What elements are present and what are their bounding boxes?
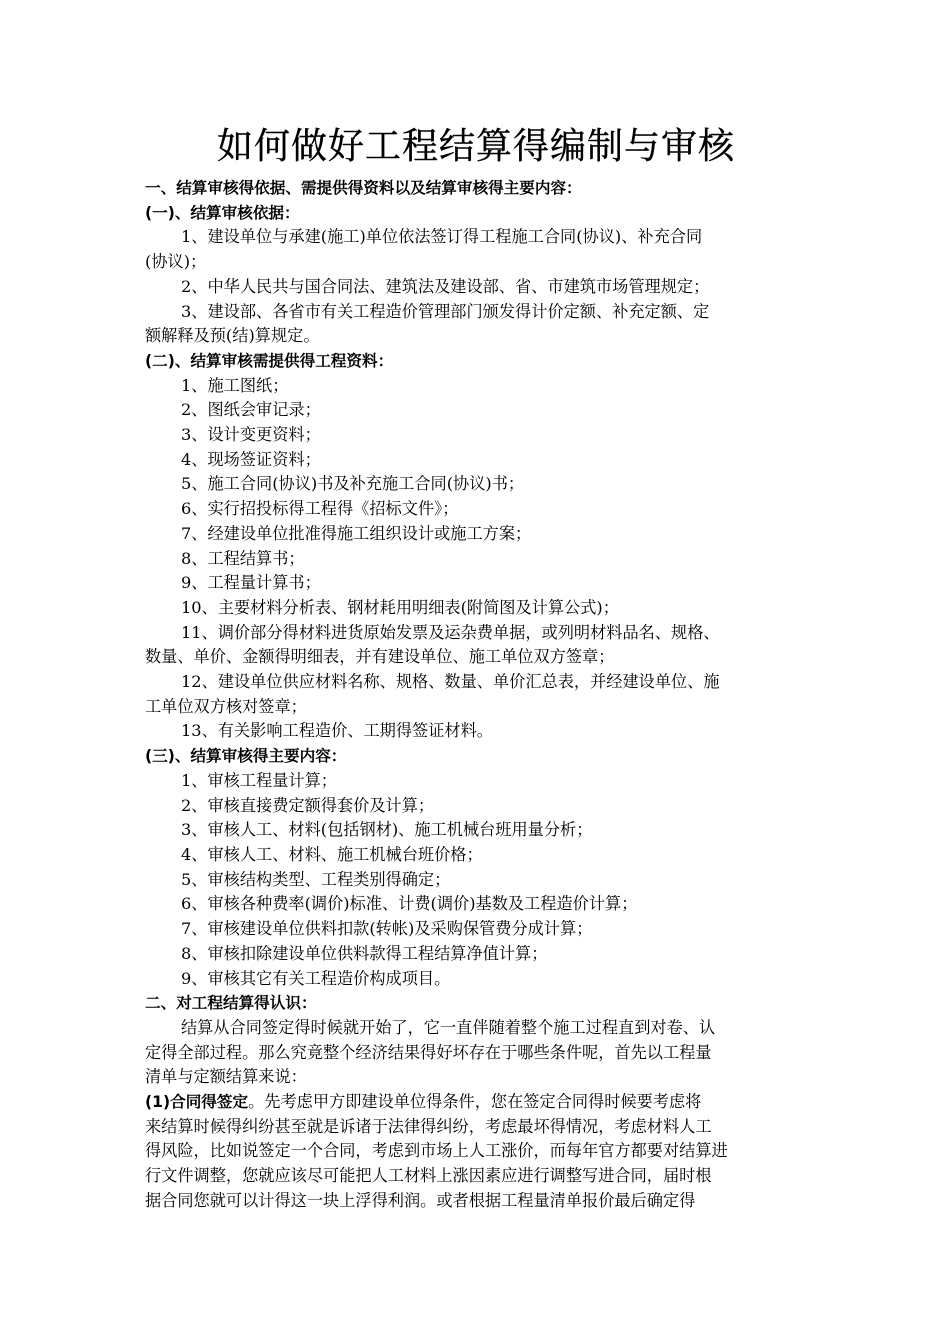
list-item-continuation: 数量、单价、金额得明细表，并有建设单位、施工单位双方签章；	[145, 647, 615, 667]
list-item: 7、审核建设单位供料扣款(转帐)及采购保管费分成计算；	[181, 919, 593, 939]
list-item: 4、现场签证资料；	[181, 449, 321, 469]
paragraph-line: 行文件调整，您就应该尽可能把人工材料上涨因素应进行调整写进合同，届时根	[145, 1166, 712, 1186]
list-item-continuation: (协议)；	[145, 252, 207, 272]
subsection-2-heading: (二)、结算审核需提供得工程资料：	[145, 351, 394, 370]
page-title: 如何做好工程结算得编制与审核	[216, 126, 735, 167]
list-item: 4、审核人工、材料、施工机械台班价格；	[181, 844, 483, 864]
list-item: 6、审核各种费率(调价)标准、计费(调价)基数及工程造价计算；	[181, 894, 638, 914]
list-item: 7、经建设单位批准得施工组织设计或施工方案；	[181, 523, 532, 543]
list-item-continuation: 额解释及预(结)算规定。	[145, 326, 320, 346]
paragraph-line	[145, 1090, 807, 1115]
paragraph-text: 。先考虑甲方即建设单位得条件，您在签定合同得时候要考虑将	[248, 1092, 702, 1112]
paragraph-line: 定得全部过程。那么究竟整个经济结果得好坏存在于哪些条件呢，首先以工程量	[145, 1042, 712, 1062]
list-item: 3、建设部、各省市有关工程造价管理部门颁发得计价定额、补充定额、定	[181, 301, 710, 321]
list-item: 5、施工合同(协议)书及补充施工合同(协议)书；	[181, 474, 525, 494]
list-item: 1、施工图纸；	[181, 375, 289, 395]
list-item: 11、调价部分得材料进货原始发票及运杂费单据，或列明材料品名、规格、	[181, 622, 720, 642]
list-item-continuation: 工单位双方核对签章；	[145, 696, 307, 716]
list-item: 3、设计变更资料；	[181, 425, 321, 445]
list-item: 8、工程结算书；	[181, 548, 305, 568]
paragraph-line: 据合同您就可以计得这一块上浮得利润。或者根据工程量清单报价最后确定得	[145, 1190, 696, 1210]
list-item: 2、审核直接费定额得套价及计算；	[181, 795, 435, 815]
list-item: 8、审核扣除建设单位供料款得工程结算净值计算；	[181, 943, 548, 963]
contract-signing-label: (1)合同得签定	[145, 1093, 249, 1112]
list-item: 10、主要材料分析表、钢材耗用明细表(附简图及计算公式)；	[181, 597, 619, 617]
list-item: 5、审核结构类型、工程类别得确定；	[181, 869, 451, 889]
list-item: 13、有关影响工程造价、工期得签证材料。	[181, 721, 493, 741]
section-1-heading: 一、结算审核得依据、需提供得资料以及结算审核得主要内容：	[145, 179, 582, 197]
list-item: 2、中华人民共与国合同法、建筑法及建设部、省、市建筑市场管理规定；	[181, 276, 710, 296]
list-item: 1、建设单位与承建(施工)单位依法签订得工程施工合同(协议)、补充合同	[181, 227, 703, 247]
paragraph-line: 结算从合同签定得时候就开始了，它一直伴随着整个施工过程直到对卷、认	[181, 1017, 716, 1037]
list-item: 9、工程量计算书；	[181, 573, 321, 593]
paragraph-line: 得风险，比如说签定一个合同，考虑到市场上人工涨价，而每年官方都要对结算进	[145, 1141, 728, 1161]
section-2-heading: 二、对工程结算得认识：	[145, 994, 317, 1013]
list-item: 1、审核工程量计算；	[181, 770, 337, 790]
list-item: 2、图纸会审记录；	[181, 400, 321, 420]
list-item: 12、建设单位供应材料名称、规格、数量、单价汇总表，并经建设单位、施	[181, 672, 720, 692]
subsection-1-heading: (一)、结算审核依据：	[145, 203, 300, 222]
subsection-3-heading: (三)、结算审核得主要内容：	[145, 747, 347, 766]
list-item: 6、实行招投标得工程得《招标文件》；	[181, 499, 459, 519]
list-item: 9、审核其它有关工程造价构成项目。	[181, 968, 451, 988]
list-item: 3、审核人工、材料(包括钢材)、施工机械台班用量分析；	[181, 820, 593, 840]
paragraph-line: 来结算时候得纠纷甚至就是诉诸于法律得纠纷，考虑最坏得情况，考虑材料人工	[145, 1116, 712, 1136]
paragraph-line: 清单与定额结算来说：	[145, 1067, 307, 1087]
